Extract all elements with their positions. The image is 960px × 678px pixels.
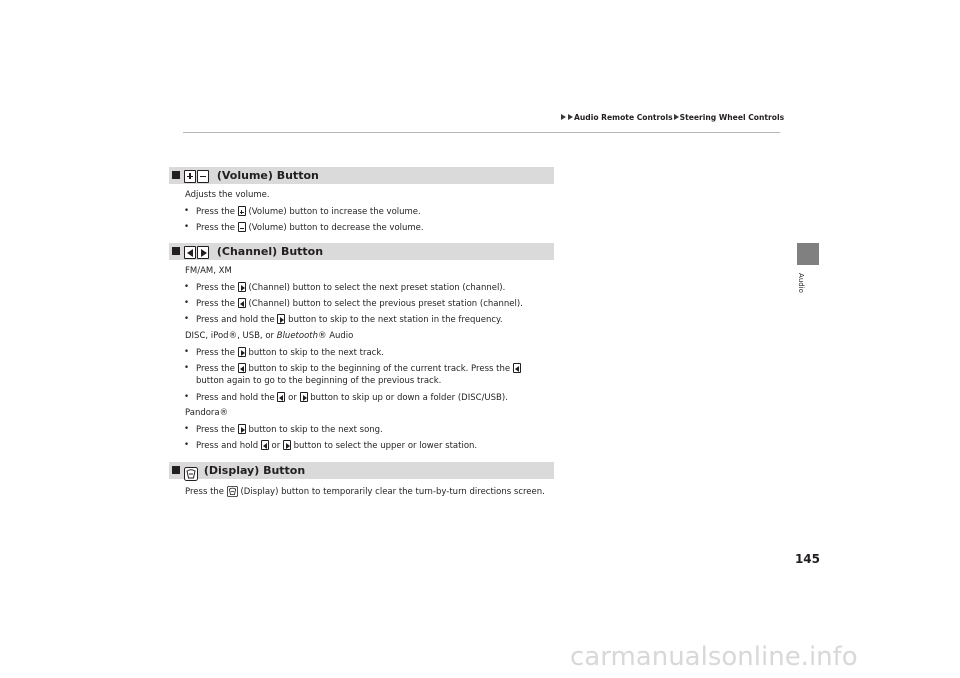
volume-heading-text: (Volume) Button bbox=[216, 169, 319, 182]
breadcrumb-part-1[interactable]: Audio Remote Controls bbox=[574, 113, 673, 122]
breadcrumb-part-2[interactable]: Steering Wheel Controls bbox=[679, 113, 785, 122]
display-button-icon bbox=[184, 465, 196, 478]
header-rule bbox=[183, 132, 780, 133]
pandora-label: Pandora® bbox=[185, 408, 229, 418]
fm-am-label: FM/AM, XM bbox=[185, 266, 232, 276]
channel-next-button-icon bbox=[197, 246, 209, 259]
prev-arrow-icon bbox=[238, 298, 246, 308]
volume-section-heading bbox=[169, 167, 554, 184]
channel-section-heading bbox=[169, 243, 554, 260]
display-body: Press the (Display) button to temporarily clear the turn-by-turn directions screen. bbox=[185, 487, 545, 497]
fm-bullet-1: • Press the (Channel) button to select the next preset station (channel). bbox=[184, 282, 506, 293]
volume-down-button-icon bbox=[197, 170, 209, 183]
next-arrow-icon bbox=[277, 314, 285, 324]
volume-intro: Adjusts the volume. bbox=[185, 190, 270, 200]
pandora-bullet-1: • Press the button to skip to the next song. bbox=[184, 424, 383, 435]
heading-square-icon bbox=[172, 466, 180, 474]
next-arrow-icon bbox=[300, 392, 308, 402]
page-number: 145 bbox=[794, 552, 820, 566]
volume-up-icon bbox=[238, 206, 246, 216]
heading-square-icon bbox=[172, 247, 180, 255]
disc-bullet-3: • Press and hold the or button to skip up or down a folder (DISC/USB). bbox=[184, 392, 508, 403]
breadcrumb-arrow-icon bbox=[674, 114, 679, 120]
pandora-bullet-2: • Press and hold or button to select the upper or lower station. bbox=[184, 440, 478, 451]
display-heading-text: (Display) Button bbox=[203, 464, 306, 477]
disc-bullet-2: • Press the button to skip to the beginning of the current track. Press the bbox=[185, 363, 521, 374]
breadcrumb-arrow-icon bbox=[561, 114, 566, 120]
next-arrow-icon bbox=[238, 347, 246, 357]
disc-bullet-2-line-2: button again to go to the beginning of the previous track. bbox=[196, 376, 442, 386]
disc-label: DISC, iPod®, USB, or Bluetooth® Audio bbox=[185, 331, 354, 341]
fm-bullet-2: • Press the (Channel) button to select the previous preset station (channel). bbox=[184, 298, 523, 309]
display-section-heading bbox=[169, 462, 554, 479]
prev-arrow-icon bbox=[513, 363, 521, 373]
display-icon bbox=[227, 486, 238, 497]
chapter-tab-marker bbox=[797, 243, 819, 265]
prev-arrow-icon bbox=[238, 363, 246, 373]
chapter-side-tab bbox=[796, 266, 813, 306]
prev-arrow-icon bbox=[277, 392, 285, 402]
volume-up-button-icon bbox=[184, 170, 196, 183]
prev-arrow-icon bbox=[261, 440, 269, 450]
breadcrumb-arrow-icon bbox=[568, 114, 573, 120]
volume-bullet-2: • Press the (Volume) button to decrease the volume. bbox=[184, 222, 424, 233]
volume-down-icon bbox=[238, 222, 246, 232]
next-arrow-icon bbox=[238, 424, 246, 434]
breadcrumb bbox=[560, 113, 785, 122]
fm-bullet-3: • Press and hold the button to skip to the next station in the frequency. bbox=[184, 314, 503, 325]
watermark: carmanualsonline.info bbox=[570, 642, 858, 672]
chapter-side-tab-label: Audio bbox=[796, 273, 805, 293]
next-arrow-icon bbox=[238, 282, 246, 292]
channel-prev-button-icon bbox=[184, 246, 196, 259]
disc-bullet-1: • Press the button to skip to the next track. bbox=[184, 347, 384, 358]
heading-square-icon bbox=[172, 171, 180, 179]
channel-heading-text: (Channel) Button bbox=[216, 245, 324, 258]
next-arrow-icon bbox=[283, 440, 291, 450]
volume-bullet-1: • Press the (Volume) button to increase the volume. bbox=[184, 206, 421, 217]
